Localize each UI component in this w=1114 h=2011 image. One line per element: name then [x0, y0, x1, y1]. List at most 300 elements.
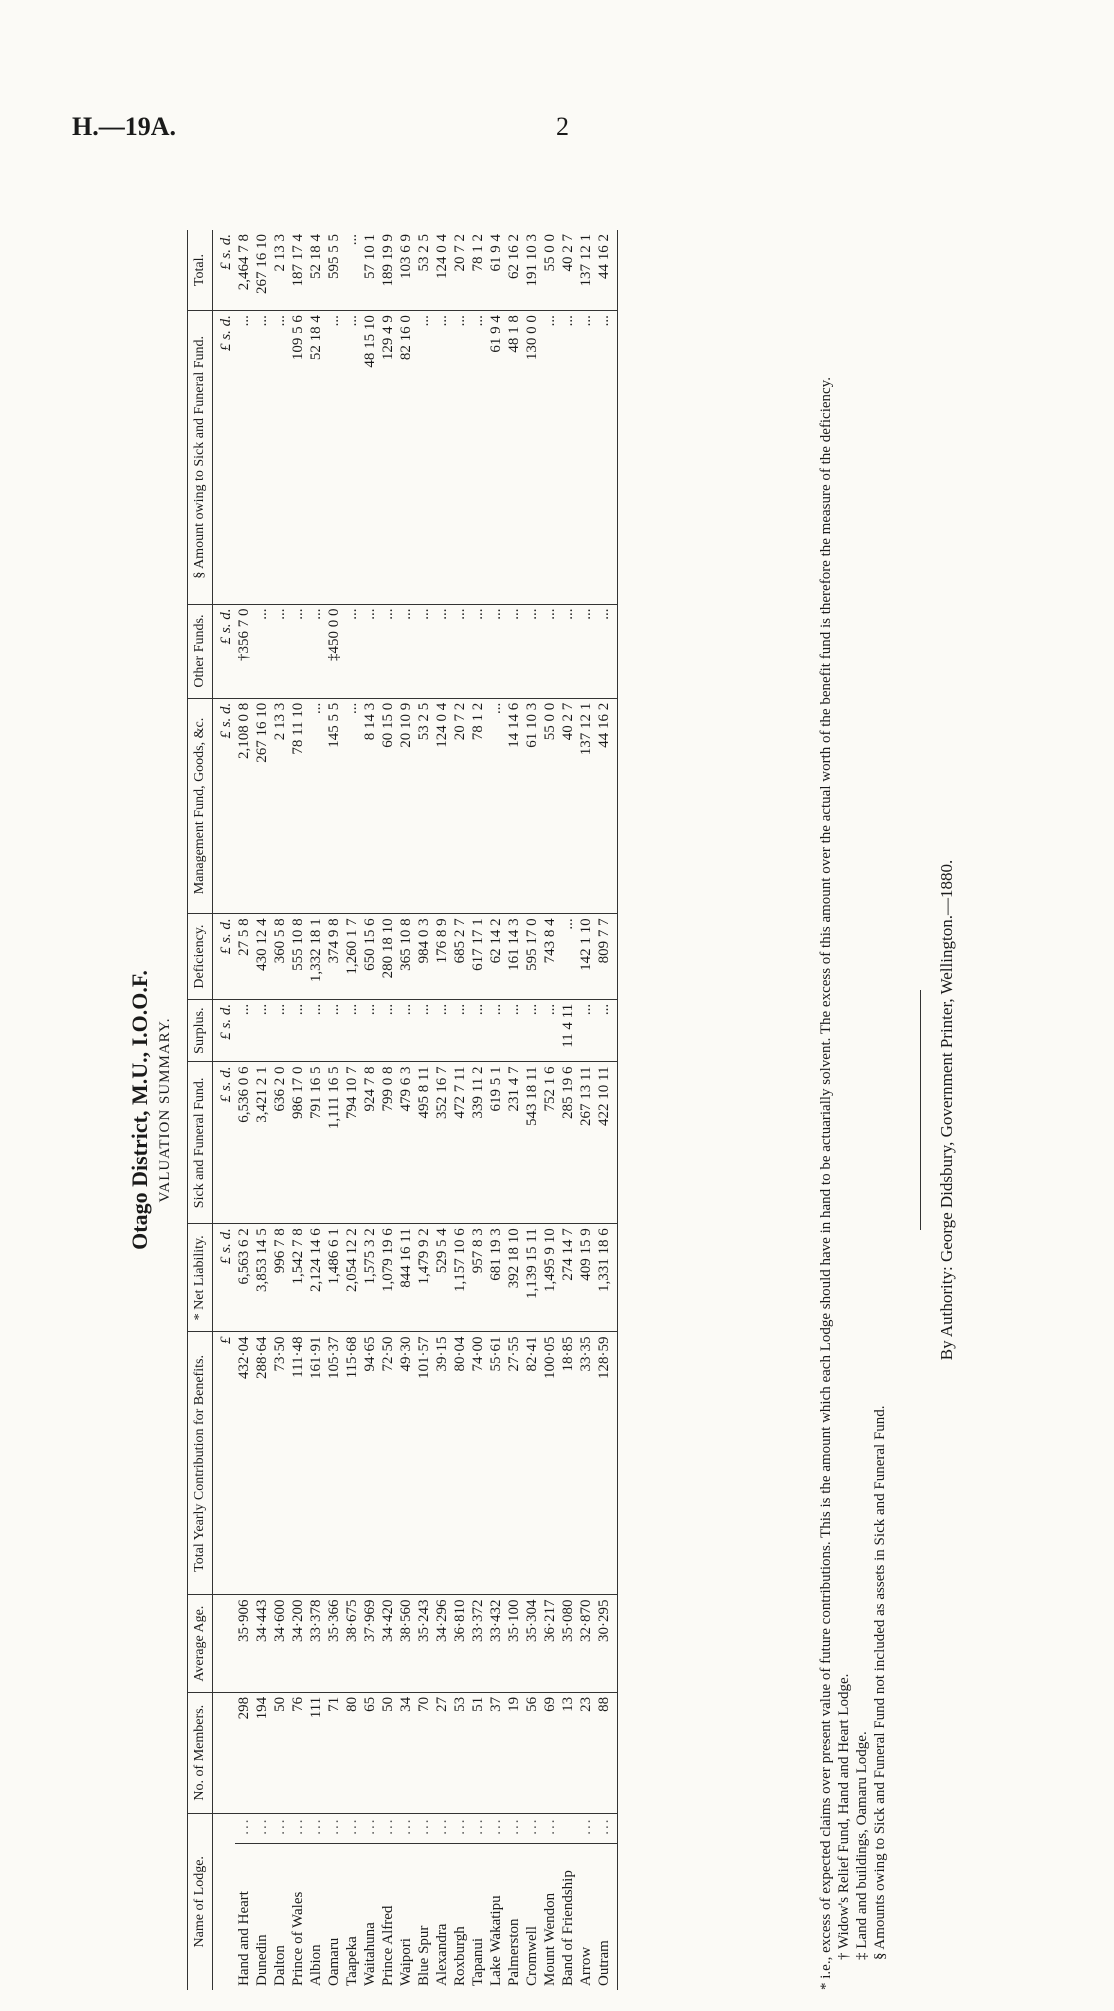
- table-cell: ...: [361, 999, 379, 1062]
- column-header: Total.: [188, 230, 213, 311]
- table-header-row: [188, 230, 213, 1990]
- table-cell: 34·296: [433, 1595, 451, 1692]
- table-row: [541, 230, 559, 1990]
- table-row: [595, 230, 618, 1990]
- table-cell: 80·04: [451, 1332, 469, 1595]
- table-cell: 130 0 0: [523, 311, 541, 604]
- table-row: [253, 230, 271, 1990]
- table-cell: 191 10 3: [523, 230, 541, 311]
- table-cell: 267 16 10: [253, 230, 271, 311]
- lodge-name-cell: Taapeka: [344, 1936, 360, 1986]
- table-cell: 36·217: [541, 1595, 559, 1692]
- table-cell: 274 14 7: [559, 1224, 577, 1332]
- table-cell: 33·378: [307, 1595, 325, 1692]
- table-cell: 2,108 0 8: [235, 698, 253, 914]
- table-cell: 161 14 3: [505, 914, 523, 1000]
- table-cell: 479 6 3: [397, 1062, 415, 1224]
- table-cell: 55 0 0: [541, 698, 559, 914]
- table-cell: ...: [253, 604, 271, 698]
- table-cell: 743 8 4: [541, 914, 559, 1000]
- lodge-name-cell: Roxburgh: [452, 1926, 468, 1986]
- table-cell: 752 1 6: [541, 1062, 559, 1224]
- table-cell: 52 18 4: [307, 311, 325, 604]
- table-cell: 392 18 10: [505, 1224, 523, 1332]
- table-row: [235, 230, 253, 1990]
- table-cell: 49·30: [397, 1332, 415, 1595]
- table-cell: 298: [235, 1692, 253, 1813]
- footnote-double-dagger: ‡ Land and buildings, Oamaru Lodge.: [854, 1731, 870, 1960]
- leader-dots: ...: [397, 1813, 415, 1844]
- table-cell: 267 13 11: [577, 1062, 595, 1224]
- table-cell: 76: [289, 1692, 307, 1813]
- table-cell: 2,054 12 2: [343, 1224, 361, 1332]
- table-cell: ...: [235, 999, 253, 1062]
- table-cell: ...: [487, 999, 505, 1062]
- table-cell: ...: [577, 311, 595, 604]
- table-cell: 33·35: [577, 1332, 595, 1595]
- table-cell: 94·65: [361, 1332, 379, 1595]
- table-cell: 37: [487, 1692, 505, 1813]
- table-cell: 20 10 9: [397, 698, 415, 914]
- table-cell: 6,536 0 6: [235, 1062, 253, 1224]
- table-cell: 33·372: [469, 1595, 487, 1692]
- table-row: [559, 230, 577, 1990]
- table-cell: 1,495 9 10: [541, 1224, 559, 1332]
- table-cell: ...: [595, 604, 618, 698]
- table-cell: 529 5 4: [433, 1224, 451, 1332]
- table-cell: 685 2 7: [451, 914, 469, 1000]
- table-cell: 2 13 3: [271, 230, 289, 311]
- table-cell: ...: [523, 999, 541, 1062]
- column-header: * Net Liability.: [188, 1224, 213, 1332]
- table-cell: 555 10 8: [289, 914, 307, 1000]
- table-cell: 1,260 1 7: [343, 914, 361, 1000]
- table-cell: 288·64: [253, 1332, 271, 1595]
- table-cell: ...: [577, 604, 595, 698]
- table-cell: 422 10 11: [595, 1062, 618, 1224]
- table-cell: 374 9 8: [325, 914, 343, 1000]
- table-cell: 35·243: [415, 1595, 433, 1692]
- printer-imprint: By Authority: George Didsbury, Government Printer, Wellington.—1880.: [937, 859, 956, 1361]
- table-cell: 53 2 5: [415, 698, 433, 914]
- table-cell: ...: [559, 604, 577, 698]
- table-cell: 48 1 8: [505, 311, 523, 604]
- table-cell: 1,332 18 1: [307, 914, 325, 1000]
- table-cell: 40 2 7: [559, 230, 577, 311]
- lodge-name-cell: Prince of Wales: [290, 1891, 306, 1986]
- table-cell: ...: [559, 311, 577, 604]
- table-cell: 430 12 4: [253, 914, 271, 1000]
- table-cell: 809 7 7: [595, 914, 618, 1000]
- table-row: [325, 230, 343, 1990]
- table-cell: 2 13 3: [271, 698, 289, 914]
- column-header: Total Yearly Contribution for Benefits.: [188, 1332, 213, 1595]
- table-cell: ...: [325, 311, 343, 604]
- table-cell: ...: [307, 604, 325, 698]
- footnotes: [817, 230, 889, 1990]
- table-cell: 124 0 4: [433, 698, 451, 914]
- table-row: [523, 230, 541, 1990]
- table-cell: 1,331 18 6: [595, 1224, 618, 1332]
- table-row: [289, 230, 307, 1990]
- lodge-name-cell: Palmerston: [506, 1918, 522, 1986]
- table-cell: ...: [415, 311, 433, 604]
- table-cell: 20 7 2: [451, 230, 469, 311]
- table-cell: ...: [343, 230, 361, 311]
- table-cell: 80: [343, 1692, 361, 1813]
- table-cell: 13: [559, 1692, 577, 1813]
- table-row: [469, 230, 487, 1990]
- table-cell: 432·04: [235, 1332, 253, 1595]
- table-cell: 352 16 7: [433, 1062, 451, 1224]
- leader-dots: ...: [469, 1813, 487, 1844]
- lodge-name-cell: Waipori: [398, 1938, 414, 1986]
- table-cell: 72·50: [379, 1332, 397, 1595]
- lodge-name-cell: Outram: [595, 1844, 618, 1990]
- table-cell: 53: [451, 1692, 469, 1813]
- table-row: [451, 230, 469, 1990]
- table-cell: 794 10 7: [343, 1062, 361, 1224]
- table-cell: 11 4 11: [559, 999, 577, 1062]
- table-cell: 8 14 3: [361, 698, 379, 914]
- lodge-name-cell: Mount Wendon: [542, 1892, 558, 1986]
- leader-dots: ...: [541, 1813, 559, 1844]
- table-cell: ...: [343, 698, 361, 914]
- valuation-table-container: [187, 230, 618, 1990]
- table-cell: 543 18 11: [523, 1062, 541, 1224]
- table-cell: 34·600: [271, 1595, 289, 1692]
- table-cell: 339 11 2: [469, 1062, 487, 1224]
- leader-dots: ...: [433, 1813, 451, 1844]
- table-cell: 78 11 10: [289, 698, 307, 914]
- leader-dots: ...: [523, 1813, 541, 1844]
- table-cell: 1,479 9 2: [415, 1224, 433, 1332]
- table-row: [433, 230, 451, 1990]
- table-cell: 61 9 4: [487, 230, 505, 311]
- table-cell: 27: [433, 1692, 451, 1813]
- table-cell: 55 0 0: [541, 230, 559, 311]
- table-cell: ...: [343, 311, 361, 604]
- table-cell: ...: [433, 311, 451, 604]
- leader-dots: ...: [325, 1813, 343, 1844]
- lodge-name-cell: Blue Spur: [416, 1925, 432, 1986]
- table-cell: 20 7 2: [451, 698, 469, 914]
- table-cell: †356 7 0: [235, 604, 253, 698]
- table-cell: ...: [541, 604, 559, 698]
- table-cell: 82·41: [523, 1332, 541, 1595]
- leader-dots: ...: [253, 1813, 271, 1844]
- table-cell: 957 8 3: [469, 1224, 487, 1332]
- table-cell: 62 16 2: [505, 230, 523, 311]
- table-cell: 53 2 5: [415, 230, 433, 311]
- table-cell: 33·432: [487, 1595, 505, 1692]
- table-cell: ...: [541, 999, 559, 1062]
- table-cell: 187 17 4: [289, 230, 307, 311]
- unit-cell: £ s. d.: [213, 230, 236, 311]
- table-cell: 60 15 0: [379, 698, 397, 914]
- leader-dots: ...: [487, 1813, 505, 1844]
- unit-cell: [213, 1595, 236, 1692]
- table-cell: ...: [451, 311, 469, 604]
- table-cell: 650 15 6: [361, 914, 379, 1000]
- table-cell: ...: [379, 604, 397, 698]
- table-cell: 52 18 4: [307, 230, 325, 311]
- lodge-name-cell: Dunedin: [254, 1934, 270, 1986]
- table-cell: 30·295: [595, 1595, 618, 1692]
- table-cell: 137 12 1: [577, 230, 595, 311]
- table-cell: ...: [451, 604, 469, 698]
- table-cell: 48 15 10: [361, 311, 379, 604]
- divider-rule: [920, 990, 921, 1230]
- table-cell: 101·57: [415, 1332, 433, 1595]
- table-cell: 681 19 3: [487, 1224, 505, 1332]
- table-cell: 280 18 10: [379, 914, 397, 1000]
- table-row: [397, 230, 415, 1990]
- unit-cell: £ s. d.: [213, 1062, 236, 1224]
- table-cell: 74·00: [469, 1332, 487, 1595]
- table-cell: 65: [361, 1692, 379, 1813]
- table-cell: 1,079 19 6: [379, 1224, 397, 1332]
- table-cell: 39·15: [433, 1332, 451, 1595]
- table-cell: 595 17 0: [523, 914, 541, 1000]
- table-cell: ...: [595, 999, 618, 1062]
- rotated-page-content: [127, 230, 987, 1990]
- column-header: Other Funds.: [188, 604, 213, 698]
- table-cell: 145 5 5: [325, 698, 343, 914]
- lodge-name-cell: Tapanui: [470, 1937, 486, 1986]
- table-cell: ...: [271, 999, 289, 1062]
- leader-dots: ...: [307, 1813, 325, 1844]
- leader-dots: ...: [451, 1813, 469, 1844]
- unit-cell: £ s. d.: [213, 311, 236, 604]
- leader-dots: ...: [271, 1813, 289, 1844]
- column-header: Average Age.: [188, 1595, 213, 1692]
- table-cell: 103 6 9: [397, 230, 415, 311]
- table-cell: ...: [559, 914, 577, 1000]
- table-cell: 62 14 2: [487, 914, 505, 1000]
- table-cell: 55·61: [487, 1332, 505, 1595]
- table-row: [487, 230, 505, 1990]
- table-cell: 61 10 3: [523, 698, 541, 914]
- table-cell: 34: [397, 1692, 415, 1813]
- table-cell: 27 5 8: [235, 914, 253, 1000]
- table-cell: 1,139 15 11: [523, 1224, 541, 1332]
- table-cell: 38·675: [343, 1595, 361, 1692]
- table-cell: 1,111 16 5: [325, 1062, 343, 1224]
- table-cell: ...: [289, 604, 307, 698]
- page-subtitle: VALUATION SUMMARY.: [157, 1017, 173, 1203]
- table-cell: 924 7 8: [361, 1062, 379, 1224]
- table-cell: 1,542 7 8: [289, 1224, 307, 1332]
- table-cell: ...: [253, 311, 271, 604]
- table-cell: 100·05: [541, 1332, 559, 1595]
- column-header: Name of Lodge.: [188, 1813, 213, 1990]
- table-cell: ...: [271, 604, 289, 698]
- table-cell: ...: [595, 311, 618, 604]
- table-cell: ...: [307, 698, 325, 914]
- table-cell: 34·200: [289, 1595, 307, 1692]
- table-cell: 495 8 11: [415, 1062, 433, 1224]
- table-cell: 844 16 11: [397, 1224, 415, 1332]
- table-cell: 142 1 10: [577, 914, 595, 1000]
- table-cell: ...: [505, 999, 523, 1062]
- lodge-name-cell: Arrow: [578, 1946, 594, 1986]
- table-cell: ...: [523, 604, 541, 698]
- unit-cell: [213, 1813, 236, 1990]
- table-cell: 2,124 14 6: [307, 1224, 325, 1332]
- document-reference: H.—19A.: [72, 112, 176, 141]
- lodge-name-cell: Dalton: [272, 1945, 288, 1986]
- lodge-name-cell: Alexandra: [434, 1923, 450, 1986]
- table-cell: 105·37: [325, 1332, 343, 1595]
- table-row: [343, 230, 361, 1990]
- footnote-section: § Amounts owing to Sick and Funeral Fund not included as assets in Sick and Funeral Fund.: [872, 1405, 888, 1960]
- table-body: [213, 230, 618, 1990]
- valuation-summary-table: [187, 230, 618, 1990]
- table-cell: 51: [469, 1692, 487, 1813]
- table-cell: 161·91: [307, 1332, 325, 1595]
- table-cell: ...: [469, 604, 487, 698]
- table-cell: 44 16 2: [595, 230, 618, 311]
- table-cell: 636 2 0: [271, 1062, 289, 1224]
- unit-cell: £ s. d.: [213, 698, 236, 914]
- table-cell: 619 5 1: [487, 1062, 505, 1224]
- table-cell: 40 2 7: [559, 698, 577, 914]
- table-cell: ...: [235, 311, 253, 604]
- table-cell: ...: [271, 311, 289, 604]
- unit-cell: £ s. d.: [213, 999, 236, 1062]
- table-cell: 799 0 8: [379, 1062, 397, 1224]
- lodge-name-cell: Prince Alfred: [380, 1905, 396, 1986]
- column-header: No. of Members.: [188, 1692, 213, 1813]
- table-cell: 82 16 0: [397, 311, 415, 604]
- table-row: [379, 230, 397, 1990]
- unit-cell: [213, 1692, 236, 1813]
- table-row: [415, 230, 433, 1990]
- table-cell: 37·969: [361, 1595, 379, 1692]
- table-cell: ...: [451, 999, 469, 1062]
- table-cell: 1,157 10 6: [451, 1224, 469, 1332]
- leader-dots: ...: [415, 1813, 433, 1844]
- table-cell: 34·420: [379, 1595, 397, 1692]
- table-cell: 14 14 6: [505, 698, 523, 914]
- lodge-name-cell: Hand and Heart: [236, 1891, 252, 1986]
- table-cell: ...: [397, 999, 415, 1062]
- leader-dots: ...: [379, 1813, 397, 1844]
- leader-dots: [559, 1813, 577, 1844]
- table-cell: 27·55: [505, 1332, 523, 1595]
- table-cell: 365 10 8: [397, 914, 415, 1000]
- lodge-name-cell: Band of Friendship: [560, 1870, 576, 1986]
- column-header: § Amount owing to Sick and Funeral Fund.: [188, 311, 213, 604]
- table-cell: 35·906: [235, 1595, 253, 1692]
- column-header: Sick and Funeral Fund.: [188, 1062, 213, 1224]
- table-cell: 115·68: [343, 1332, 361, 1595]
- table-cell: 267 16 10: [253, 698, 271, 914]
- unit-cell: £ s. d.: [213, 604, 236, 698]
- table-cell: 44 16 2: [595, 698, 618, 914]
- units-row: [213, 230, 236, 1990]
- table-cell: 61 9 4: [487, 311, 505, 604]
- table-cell: 617 17 1: [469, 914, 487, 1000]
- table-cell: 70: [415, 1692, 433, 1813]
- table-cell: 35·366: [325, 1595, 343, 1692]
- table-row: [271, 230, 289, 1990]
- leader-dots: ...: [235, 1813, 253, 1844]
- table-cell: 791 16 5: [307, 1062, 325, 1224]
- table-cell: 984 0 3: [415, 914, 433, 1000]
- table-cell: 34·443: [253, 1595, 271, 1692]
- leader-dots: ...: [577, 1813, 595, 1844]
- table-cell: 69: [541, 1692, 559, 1813]
- table-cell: 285 19 6: [559, 1062, 577, 1224]
- table-cell: 71: [325, 1692, 343, 1813]
- lodge-name-cell: Oamaru: [326, 1937, 342, 1986]
- table-cell: 35·304: [523, 1595, 541, 1692]
- table-row: [577, 230, 595, 1990]
- table-cell: 50: [379, 1692, 397, 1813]
- leader-dots: ...: [505, 1813, 523, 1844]
- table-cell: ...: [487, 604, 505, 698]
- table-cell: ...: [415, 604, 433, 698]
- table-row: [307, 230, 325, 1990]
- table-cell: 137 12 1: [577, 698, 595, 914]
- table-cell: ...: [253, 999, 271, 1062]
- lodge-name-cell: Albion: [308, 1944, 324, 1986]
- table-cell: 595 5 5: [325, 230, 343, 311]
- table-cell: 18·85: [559, 1332, 577, 1595]
- table-cell: 73·50: [271, 1332, 289, 1595]
- table-cell: ...: [469, 311, 487, 604]
- table-cell: ...: [541, 311, 559, 604]
- page-number: 2: [556, 112, 569, 141]
- table-cell: 360 5 8: [271, 914, 289, 1000]
- table-cell: ...: [289, 999, 307, 1062]
- table-cell: ...: [433, 999, 451, 1062]
- table-cell: 50: [271, 1692, 289, 1813]
- table-cell: ...: [469, 999, 487, 1062]
- table-cell: ...: [415, 999, 433, 1062]
- footnote-dagger: † Widow's Relief Fund, Hand and Heart Lodge.: [836, 1673, 852, 1960]
- table-cell: 189 19 9: [379, 230, 397, 311]
- table-cell: 3,853 14 5: [253, 1224, 271, 1332]
- table-cell: 78 1 2: [469, 230, 487, 311]
- table-cell: ...: [361, 604, 379, 698]
- table-cell: 36·810: [451, 1595, 469, 1692]
- table-cell: 88: [595, 1692, 618, 1813]
- lodge-name-cell: Cromwell: [524, 1926, 540, 1986]
- table-cell: ...: [397, 604, 415, 698]
- table-cell: 57 10 1: [361, 230, 379, 311]
- table-cell: 109 5 6: [289, 311, 307, 604]
- unit-cell: £ s. d.: [213, 1224, 236, 1332]
- unit-cell: £ s. d.: [213, 914, 236, 1000]
- lodge-name-cell: Waitahuna: [362, 1922, 378, 1986]
- table-cell: 231 4 7: [505, 1062, 523, 1224]
- page-title: Otago District, M.U., I.O.O.F.: [127, 970, 152, 1250]
- table-cell: ...: [505, 604, 523, 698]
- column-header: Deficiency.: [188, 914, 213, 1000]
- table-cell: ...: [307, 999, 325, 1062]
- table-cell: 409 15 9: [577, 1224, 595, 1332]
- table-cell: 38·560: [397, 1595, 415, 1692]
- table-cell: 111: [307, 1692, 325, 1813]
- table-cell: 176 8 9: [433, 914, 451, 1000]
- footnote-definition: * i.e., excess of expected claims over present value of future contributions. This is the amount which each Lodge should have in hand to be actuarially solvent. The excess of this amount over the actual worth of the benefit fund is therefore the measure of the deficiency.: [818, 377, 834, 1990]
- unit-cell: £: [213, 1332, 236, 1595]
- table-cell: 1,486 6 1: [325, 1224, 343, 1332]
- table-cell: 56: [523, 1692, 541, 1813]
